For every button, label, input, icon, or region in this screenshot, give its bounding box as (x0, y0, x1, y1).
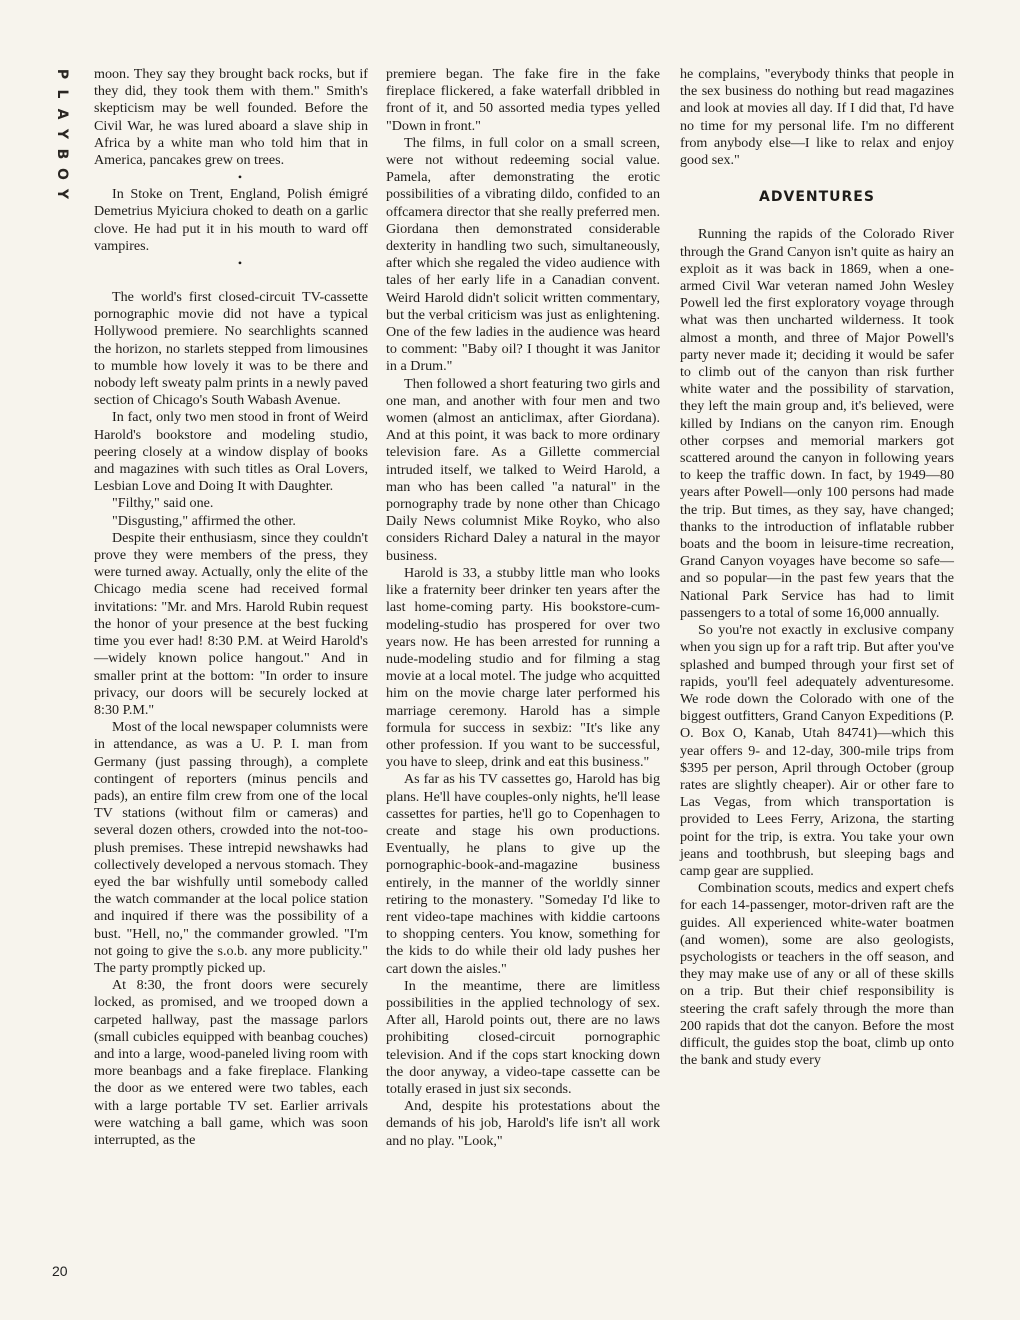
paragraph: Combination scouts, medics and expert chefs for each 14-passenger, motor-driven raft are the guides. All experienced white-water boatmen (and women), some are also geologists, psychologists or teachers in the off season, and they may make use of any or all of these skills on a trip. But their chief responsibility is steering the craft safely through the more than 200 rapids that dot the canyon. Before the most difficult, the guides stop the boat, climb up onto the bank and study every (680, 880, 954, 1069)
paragraph: "Disgusting," affirmed the other. (112, 512, 296, 529)
letter: L (54, 89, 70, 99)
letter: Y (54, 128, 70, 140)
paragraph: moon. They say they brought back rocks, but if they did, they took them with them." Smith's skepticism may be well founded. Before the Civil War, he was lured aboard a slave ship in Africa by a white man who told him that in America, pancakes grew on trees. (94, 66, 368, 169)
paragraph: In fact, only two men stood in front of Weird Harold's bookstore and modeling studio, peering closely at a window display of books and magazines with such titles as Oral Lovers, Lesbian Love and Doing It with Daughter. (94, 409, 368, 495)
paragraph: So you're not exactly in exclusive company when you sign up for a raft trip. But after you've splashed and bumped through your first set of rapids, you'll feel adequately adventuresome. We rode down the Colorado with one of the biggest outfitters, Grand Canyon Expeditions (P. O. Box O, Kanab, Utah 84741)—which this year offers 9- and 12-day, 300-mile trips from $395 per person, April through October (group rates are slightly cheaper). Air or other fare to Las Vegas, from which transportation is provided to Lees Ferry, Arizona, the starting point for the trip, is extra. You take your own jeans and toothbrush, but sleeping bags and camp gear are supplied. (680, 622, 954, 879)
paragraph: "Filthy," said one. (112, 495, 214, 512)
letter: B (54, 148, 70, 160)
paragraph: he complains, "everybody thinks that people in the sex business do nothing but read magazines and look at movies all day. If I did that, I'd have no time for my personal life. I'm no different from anybody else—I like to relax and enjoy good sex." (680, 66, 954, 169)
paragraph: Running the rapids of the Colorado River through the Grand Canyon isn't quite as hairy an exploit as it was back in 1869, when a one-armed Civil War veteran named John Wesley Powell led the first exploratory voyage through what was then uncharted wilderness. It took almost a month, and three of Major Powell's party never made it; deciding it would be safer to climb out of the canyon than risk further white water and the possibility of starvation, they left the main group and, it's believed, were killed by Indians on the canyon rim. Enough other corpses and memorial markers got scattered around the canyon in following years to keep the traffic down. In fact, by 1949—80 years after Powell—only 100 persons had made the trip. But times, as they say, have changed; thanks to the introduction of inflatable rubber boats and the boom in leisure-time recreation, Grand Canyon voyages have become so safe—and so popular—in the past few years that the National Park Service has had to limit passengers to a total of some 16,000 annually. (680, 226, 954, 621)
letter: A (54, 108, 70, 120)
magazine-name-vertical (52, 64, 72, 204)
paragraph: At 8:30, the front doors were securely locked, as promised, and we trooped down a carpeted hallway, past the massage parlors (small cubicles equipped with beanbag couches) and into a large, wood-paneled living room with more beanbags and a fake fireplace. Flanking the door as we entered were two tables, each with a large portable TV set. Earlier arrivals were watching a ball game, which was soon interrupted, as the (94, 977, 368, 1148)
paragraph: The films, in full color on a small screen, were not without redeeming social value. Pamela, after demonstrating the erotic possibilities of a vibrating dildo, confided to an offcamera director that she really preferred men. Giordana then demonstrated considerable dexterity in handling two such, simultaneously, after which she regaled the video audience with tales of her early life in a Canadian convent. Weird Harold didn't solicit written commentary, but the verbal criticism was just as enlightening. One of the few ladies in the audience was heard to comment: "Baby oil? I thought it was Janitor in a Drum." (386, 134, 660, 375)
paragraph: Then followed a short featuring two girls and one man, and another with four men and two women (almost an anticlimax, after Giordana). And at this point, it was back to more ordinary television fare. As a Gillette commercial intruded itself, we talked to Weird Harold, a man who has been called "a natural" in the pornography trade by none other than Chicago Daily News columnist Mike Royko, who also considers Richard Daley a natural in the mayor business. (386, 375, 660, 564)
letter: O (54, 168, 70, 180)
letter: Y (54, 188, 70, 200)
column-3 (680, 66, 954, 1069)
paragraph: The world's first closed-circuit TV-cassette pornographic movie did not have a typical Hollywood premiere. No searchlights scanned the horizon, no starlets stepped from limousines to mumble how lovely it was to be there and nobody left sweaty palm prints in a newly paved section of Chicago's South Wabash Avenue. (94, 289, 368, 409)
paragraph: As far as his TV cassettes go, Harold has big plans. He'll have couples-only nights, he'll lease cassettes for parties, he'll go to Copenhagen to create and stage his own productions. Eventually, he plans to give up the pornographic-book-and-magazine business entirely, in the manner of the worldly sinner retiring to the monastery. "Someday I'd like to rent video-tape machines with kiddie cartoons to shopping centers. You know, something for the kids to do while their old lady pushes her cart down the aisles." (386, 771, 660, 977)
section-separator: • (237, 256, 243, 271)
column-2 (386, 66, 660, 1150)
paragraph: premiere began. The fake fire in the fake fireplace flickered, a fake waterfall dribbled in front of it, and 50 assorted media types yelled "Down in front." (386, 66, 660, 134)
paragraph: Most of the local newspaper columnists were in attendance, as was a U. P. I. man from Germany (just passing through), a complete contingent of reporters (minus pencils and pads), an entire film crew from one of the local TV stations (without film or cameras) and several dozen others, crowded into the not-too-plush premises. These intrepid newshawks had collectively developed a nervous stomach. They eyed the bar wishfully until somebody called the watch commander at the local police station and inquired if there was the possibility of a bust. "Hell, no," the commander growled. "I'm not going to give the s.o.b. any more publicity." The party promptly picked up. (94, 719, 368, 976)
section-heading: ADVENTURES (759, 189, 875, 206)
paragraph: Harold is 33, a stubby little man who looks like a fraternity beer drinker ten years after the last home-coming party. His bookstore-cum-modeling-studio has prospered for over two years now. He has been arrested for running a nude-modeling studio and for filming a stag movie at a local motel. The judge who acquitted him on the movie charge later performed his marriage ceremony. Harold has a simple formula for success in sexbiz: "It's like any other profession. If you want to be successful, you have to sleep, drink and eat this business." (386, 564, 660, 771)
paragraph: In Stoke on Trent, England, Polish émigré Demetrius Myiciura choked to death on a garlic clove. He had put it in his mouth to ward off vampires. (94, 186, 368, 254)
paragraph: And, despite his protestations about the demands of his job, Harold's life isn't all work and no play. "Look," (386, 1098, 660, 1149)
column-1 (94, 66, 368, 1149)
page-number: 20 (52, 1263, 68, 1279)
letter: P (54, 68, 70, 80)
paragraph: Despite their enthusiasm, since they couldn't prove they were members of the press, they were turned away. Actually, only the elite of the Chicago media scene had received formal invitations: "Mr. and Mrs. Harold Rubin request the honor of your presence at the best fucking time you ever had! 8:30 P.M. at Weird Harold's—widely known police hangout." And in smaller print at the bottom: "In order to insure privacy, our doors will be securely locked at 8:30 P.M." (94, 529, 368, 718)
section-separator: • (237, 170, 243, 185)
paragraph: In the meantime, there are limitless possibilities in the applied technology of sex. After all, Harold points out, there are no laws prohibiting closed-circuit pornographic television. And if the cops start knocking down the door anyway, a video-tape cassette can be totally erased in just six seconds. (386, 977, 660, 1097)
